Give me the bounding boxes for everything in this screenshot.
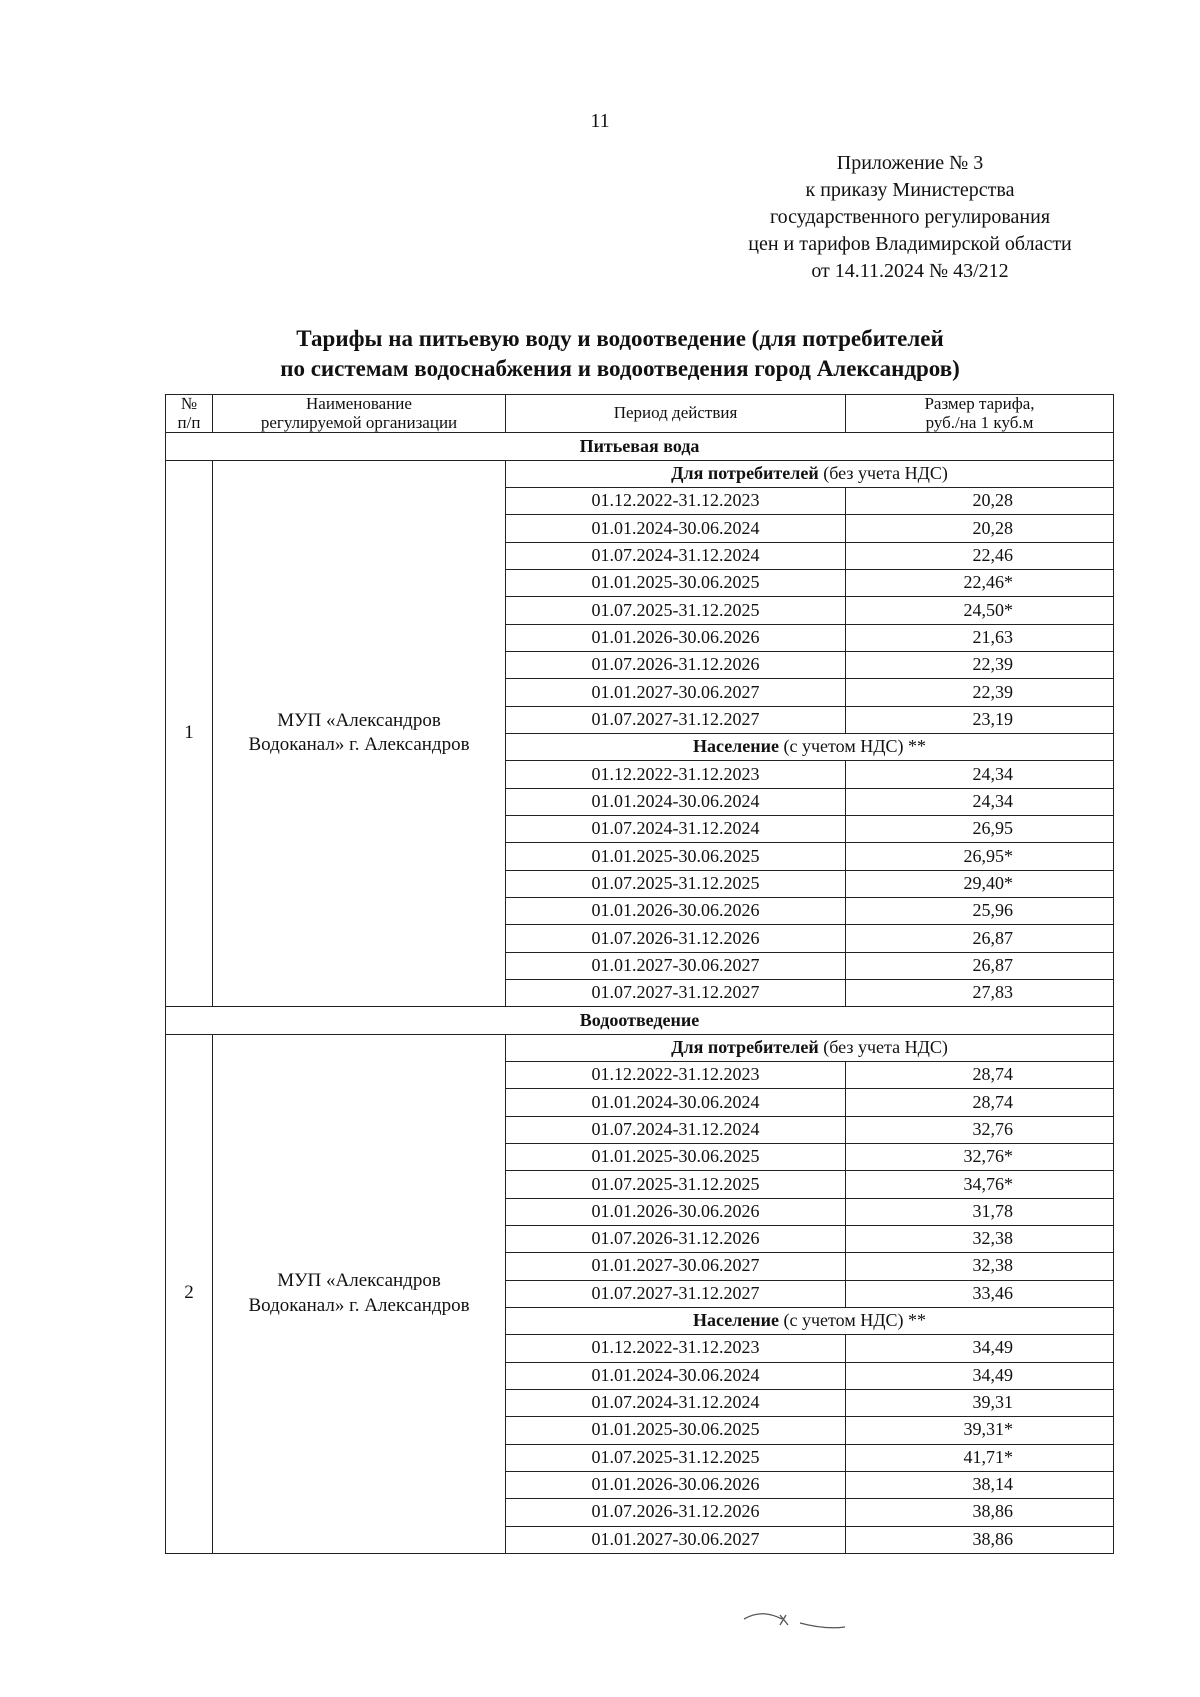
period-cell: 01.12.2022-31.12.2023 [506,1335,846,1362]
period-cell: 01.07.2025-31.12.2025 [506,1444,846,1471]
period-cell: 01.07.2024-31.12.2024 [506,542,846,569]
period-cell: 01.07.2025-31.12.2025 [506,597,846,624]
organization-name [213,460,506,1007]
period-cell: 01.01.2027-30.06.2027 [506,1253,846,1280]
tariff-value-cell: 21,63 [846,624,1114,651]
tariff-table [165,394,1113,1554]
organization-line: Водоканал» г. Александров [248,734,470,756]
tariff-value-cell: 31,78 [846,1198,1114,1225]
tariff-value-cell: 29,40* [846,870,1114,897]
header-tariff [846,395,1114,433]
appendix-reference [700,150,1120,285]
tariff-value-cell: 26,87 [846,952,1114,979]
period-cell: 01.07.2025-31.12.2025 [506,1171,846,1198]
row-index: 1 [166,460,213,1007]
tariff-value-cell: 24,50* [846,597,1114,624]
tariff-value-cell: 20,28 [846,515,1114,542]
organization-line: МУП «Александров [277,1270,441,1292]
period-cell: 01.01.2026-30.06.2026 [506,897,846,924]
organization-line: МУП «Александров [277,709,441,731]
tariff-value-cell: 32,38 [846,1253,1114,1280]
period-cell: 01.07.2024-31.12.2024 [506,1389,846,1416]
group-label-rest: (без учета НДС) [818,462,948,483]
period-cell: 01.01.2024-30.06.2024 [506,1362,846,1389]
tariff-value-cell: 41,71* [846,1444,1114,1471]
period-cell: 01.07.2027-31.12.2027 [506,706,846,733]
title-line: Тарифы на питьевую воду и водоотведение (для потребителей [296,326,944,351]
section-row [166,1007,1114,1034]
period-cell: 01.12.2022-31.12.2023 [506,761,846,788]
tariff-value-cell: 25,96 [846,897,1114,924]
tariff-value-cell: 27,83 [846,979,1114,1006]
tariff-value-cell: 26,95* [846,843,1114,870]
period-cell: 01.07.2024-31.12.2024 [506,1116,846,1143]
tariff-value-cell: 26,87 [846,925,1114,952]
period-cell: 01.01.2026-30.06.2026 [506,1198,846,1225]
period-cell: 01.07.2027-31.12.2027 [506,1280,846,1307]
tariff-value-cell: 20,28 [846,488,1114,515]
tariff-value-cell: 39,31 [846,1389,1114,1416]
group-label-bold: Для потребителей [671,1036,819,1057]
tariff-value-cell: 24,34 [846,761,1114,788]
tariff-value-cell: 32,76 [846,1116,1114,1143]
tariff-value-cell: 38,86 [846,1499,1114,1526]
period-cell: 01.01.2025-30.06.2025 [506,1143,846,1170]
period-cell: 01.12.2022-31.12.2023 [506,1061,846,1088]
page-number: 11 [590,110,610,132]
period-cell: 01.01.2024-30.06.2024 [506,1089,846,1116]
tariff-value-cell: 34,49 [846,1362,1114,1389]
tariff-value-cell: 28,74 [846,1089,1114,1116]
header-text: руб./на 1 куб.м [925,412,1034,432]
tariff-value-cell: 34,76* [846,1171,1114,1198]
tariff-value-cell: 32,76* [846,1143,1114,1170]
header-number [166,395,213,433]
group-row [166,1034,1114,1061]
section-row [166,433,1114,460]
header-text: № [180,394,198,413]
period-cell: 01.01.2026-30.06.2026 [506,1471,846,1498]
header-period: Период действия [506,395,846,433]
document-title [165,324,1075,384]
tariff-value-cell: 28,74 [846,1061,1114,1088]
group-label-bold: Население [692,736,780,757]
organization-line: Водоканал» г. Александров [248,1294,470,1316]
tariff-value-cell: 39,31* [846,1417,1114,1444]
period-cell: 01.12.2022-31.12.2023 [506,488,846,515]
appendix-line: от 14.11.2024 № 43/212 [811,260,1009,282]
tariff-value-cell: 22,46* [846,570,1114,597]
group-label-bold: Население [692,1310,780,1331]
group-label-rest: (с учетом НДС) ** [779,736,926,757]
tariff-value-cell: 38,14 [846,1471,1114,1498]
section-title: Питьевая вода [166,433,1114,460]
header-text: Размер тарифа, [924,394,1035,413]
period-cell: 01.01.2027-30.06.2027 [506,1526,846,1554]
appendix-line: государственного регулирования [769,206,1051,228]
organization-name [213,1034,506,1553]
period-cell: 01.01.2026-30.06.2026 [506,624,846,651]
period-cell: 01.07.2024-31.12.2024 [506,815,846,842]
period-cell: 01.01.2025-30.06.2025 [506,843,846,870]
tariff-value-cell: 22,39 [846,652,1114,679]
group-label [506,733,1114,760]
group-label-rest: (с учетом НДС) ** [779,1310,926,1331]
tariff-value-cell: 38,86 [846,1526,1114,1554]
period-cell: 01.07.2026-31.12.2026 [506,925,846,952]
header-text: п/п [177,412,201,432]
period-cell: 01.01.2027-30.06.2027 [506,952,846,979]
tariff-value-cell: 32,38 [846,1225,1114,1252]
row-index: 2 [166,1034,213,1553]
tariff-value-cell: 33,46 [846,1280,1114,1307]
period-cell: 01.01.2025-30.06.2025 [506,1417,846,1444]
tariff-value-cell: 22,46 [846,542,1114,569]
tariff-value-cell: 24,34 [846,788,1114,815]
tariff-value-cell: 26,95 [846,815,1114,842]
tariff-value-cell: 22,39 [846,679,1114,706]
period-cell: 01.01.2027-30.06.2027 [506,679,846,706]
signature-mark [740,1605,850,1635]
period-cell: 01.07.2025-31.12.2025 [506,870,846,897]
header-text: Наименование [306,394,412,413]
group-label-rest: (без учета НДС) [818,1036,948,1057]
group-label [506,460,1114,487]
tariff-value-cell: 23,19 [846,706,1114,733]
appendix-line: цен и тарифов Владимирской области [748,233,1072,255]
period-cell: 01.07.2027-31.12.2027 [506,979,846,1006]
appendix-line: Приложение № 3 [836,152,984,174]
table-header-row [166,395,1114,433]
table-body [166,433,1114,1554]
group-row [166,460,1114,487]
period-cell: 01.01.2024-30.06.2024 [506,788,846,815]
group-label-bold: Для потребителей [671,462,819,483]
period-cell: 01.07.2026-31.12.2026 [506,1499,846,1526]
header-text: регулируемой организации [260,412,458,432]
group-label [506,1307,1114,1334]
section-title: Водоотведение [166,1007,1114,1034]
group-label [506,1034,1114,1061]
period-cell: 01.01.2025-30.06.2025 [506,570,846,597]
tariff-value-cell: 34,49 [846,1335,1114,1362]
header-organization [213,395,506,433]
period-cell: 01.07.2026-31.12.2026 [506,1225,846,1252]
title-line: по системам водоснабжения и водоотведения город Александров) [280,356,960,381]
period-cell: 01.07.2026-31.12.2026 [506,652,846,679]
appendix-line: к приказу Министерства [805,179,1015,201]
period-cell: 01.01.2024-30.06.2024 [506,515,846,542]
